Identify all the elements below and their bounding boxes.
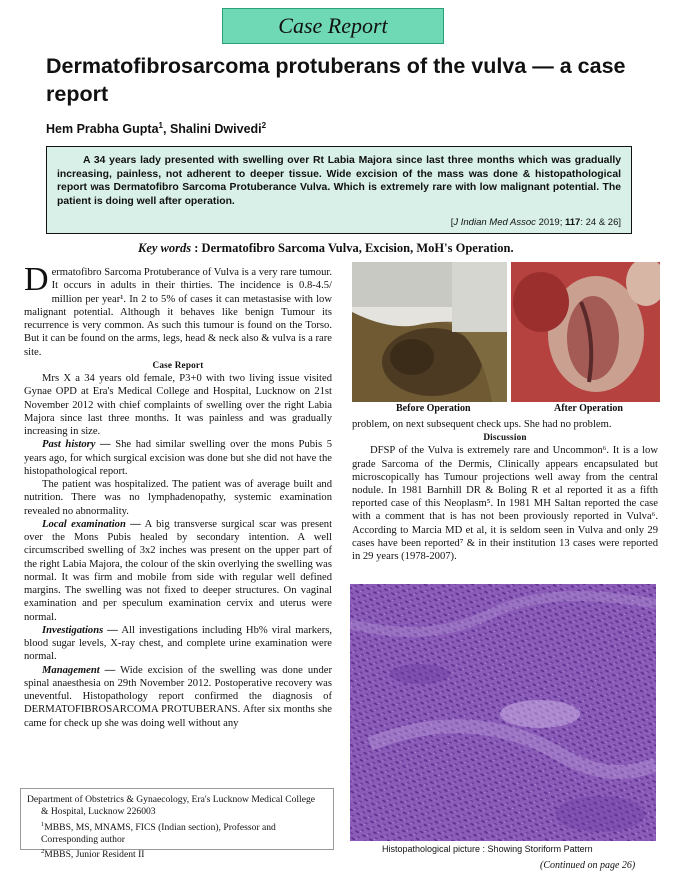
affiliation-note-2: $^2$MBBS, Junior Resident II [41, 848, 145, 861]
citation: [J Indian Med Assoc 2019; 117: 24 & 26] [450, 217, 621, 229]
citation-pages: : 24 & 26] [580, 217, 621, 229]
keywords-label: Key words [138, 241, 192, 255]
affiliation-note-2-text: MBBS, Junior Resident II [44, 849, 145, 861]
investigations-text: All investigations including Hb% viral markers, blood sugar levels, X-ray chest, and complete urine examination were normal. [24, 624, 332, 663]
affiliation-note-1-text: MBBS, MS, MNAMS, FICS (Indian section), Professor and Corresponding author [41, 821, 276, 846]
case-paragraph-1: Mrs X a 34 years old female, P3+0 with two living issue visited Gynae OPD at Era's Medical College and Hospital, Lucknow on 21st November 2012 with chief complaints of swelling over the right Labia Majora since last three months. It was painless and was gradually increasing in size. [24, 373, 332, 437]
histopathology-caption: Histopathological picture : Showing Storiform Pattern [382, 844, 593, 854]
author-name: Hem Prabha Gupta [46, 122, 159, 137]
continued-note: (Continued on page 26) [540, 860, 636, 871]
affiliation-box [20, 788, 334, 861]
management-text: Wide excision of the swelling was done under spinal anaesthesia on 29th November 2012. Postoperative recovery was uneventful. Histopathology report confirmed the diagnosis of DERMATOFIBROSARCOMA PROTUBERANS. After six months she came for check up she was doing well without any [24, 664, 332, 729]
section-banner [222, 8, 444, 44]
past-history-label: Past history — [42, 439, 111, 451]
section-label: Case Report [278, 13, 388, 38]
abstract-text: A 34 years lady presented with swelling over Rt Labia Majora since last three months which was gradually increasing, painless, not adherent to deeper tissue. Wide excision of the mass was done & histopathological report was Dermatofibro Sarcoma Protuberance Vulva. Which is extremely rare with low malignant potential. The patient is doing well after operation. [57, 155, 621, 207]
management-paragraph [24, 664, 332, 730]
investigations-paragraph [24, 624, 332, 664]
discussion-paragraph: DFSP of the Vulva is extremely rare and Uncommon⁶. It is a low grade Sarcoma of the Dermis, Clinically appears encapsulated but microscopically has Tumour projections well away from the central nodule. In 1981 Barnhill DR & Boling R et al reported it as a fifth reported case of this Neoplasm⁵. In 1981 MH Saltan reported the case with a comment that is has not been proviously reported in Vulva⁶. According to Marcia MD et al, it is seldom seen in Vulva and only 29 cases have been reported⁷ & in their institution 13 cases were reported in 29 years (1978-2007). [352, 445, 658, 563]
intro-paragraph [24, 261, 332, 359]
before-operation-photo [352, 262, 507, 402]
citation-volume: 117 [565, 217, 581, 229]
past-history-paragraph [24, 438, 332, 478]
affiliation-dept-cont: & Hospital, Lucknow 226003 [41, 806, 156, 818]
histopathology-image [350, 584, 656, 841]
case-report-heading: Case Report [152, 359, 204, 370]
before-caption: Before Operation [396, 403, 471, 414]
citation-journal: J Indian Med Assoc [453, 217, 536, 229]
after-caption: After Operation [554, 403, 623, 414]
clinical-photos [352, 262, 660, 402]
author-sup: 2 [261, 121, 267, 130]
abstract-box [46, 146, 632, 234]
right-column [352, 418, 658, 563]
before-photo-image [352, 262, 507, 402]
drop-cap: D [24, 261, 49, 298]
local-exam-paragraph [24, 518, 332, 624]
management-label: Management — [42, 664, 116, 676]
local-exam-label: Local examination — [42, 518, 141, 530]
local-exam-text: A big transverse surgical scar was present over the Mons Pubis healed by secondary intention. A well circumscribed swelling of 3x2 inches was present on the upper part of the right Labia Majora, the colour of the skin overlying the swelling was normal. It was firm and mobile from side with regular well defined margins. The swelling was not fixed to deeper structures. On vaginal examination and per speculum examination cervix and uterus were normal. [24, 518, 333, 623]
keywords-text: : Dermatofibro Sarcoma Vulva, Excision, MoH's Operation. [194, 241, 514, 255]
past-history-text: She had similar swelling over the mons Pubis 5 years ago, for which surgical excision was done but she did not have the histopathological report. [24, 439, 332, 477]
left-column [24, 261, 333, 730]
histopathology-picture [350, 584, 656, 841]
after-photo-image [511, 262, 660, 402]
continuation-paragraph: problem, on next subsequent check ups. She had no problem. [352, 419, 612, 430]
discussion-heading: Discussion [483, 432, 527, 443]
author-sup: 1 [158, 121, 163, 130]
article-title: Dermatofibrosarcoma protuberans of the vulva — a case report [46, 54, 626, 106]
affiliation-note-1: $^1$MBBS, MS, MNAMS, FICS (Indian section), Professor and Corresponding author [41, 820, 276, 846]
after-operation-photo [511, 262, 660, 402]
author-line: Hem Prabha Gupta$^1$, Shalini Dwivedi$^2$ [46, 121, 267, 137]
intro-text: ermatofibro Sarcoma Protuberance of Vulva is a very rare tumour. It occurs in adults in their thirties. The incidence is 0.8-4.5/ million per year¹. In 2 to 5% of cases it can metastasise with low malignant potential. Although it behaves like benign Tumour its recurrence is very common. As such this tumour is found on the Torso. But it can be found on the arms, legs, head & neck also & vulva is a rare site. [24, 267, 332, 358]
case-paragraph-2: The patient was hospitalized. The patient was of average built and nutrition. There was no lymphadenopathy, systemic examination revealed no abnormality. [24, 479, 332, 517]
author-name: Shalini Dwivedi [169, 122, 262, 137]
citation-year: 2019; [535, 217, 565, 229]
keywords-line [138, 241, 514, 256]
investigations-label: Investigations — [42, 624, 118, 636]
affiliation-dept: Department of Obstetrics & Gynaecology, Era's Lucknow Medical College [27, 794, 316, 805]
